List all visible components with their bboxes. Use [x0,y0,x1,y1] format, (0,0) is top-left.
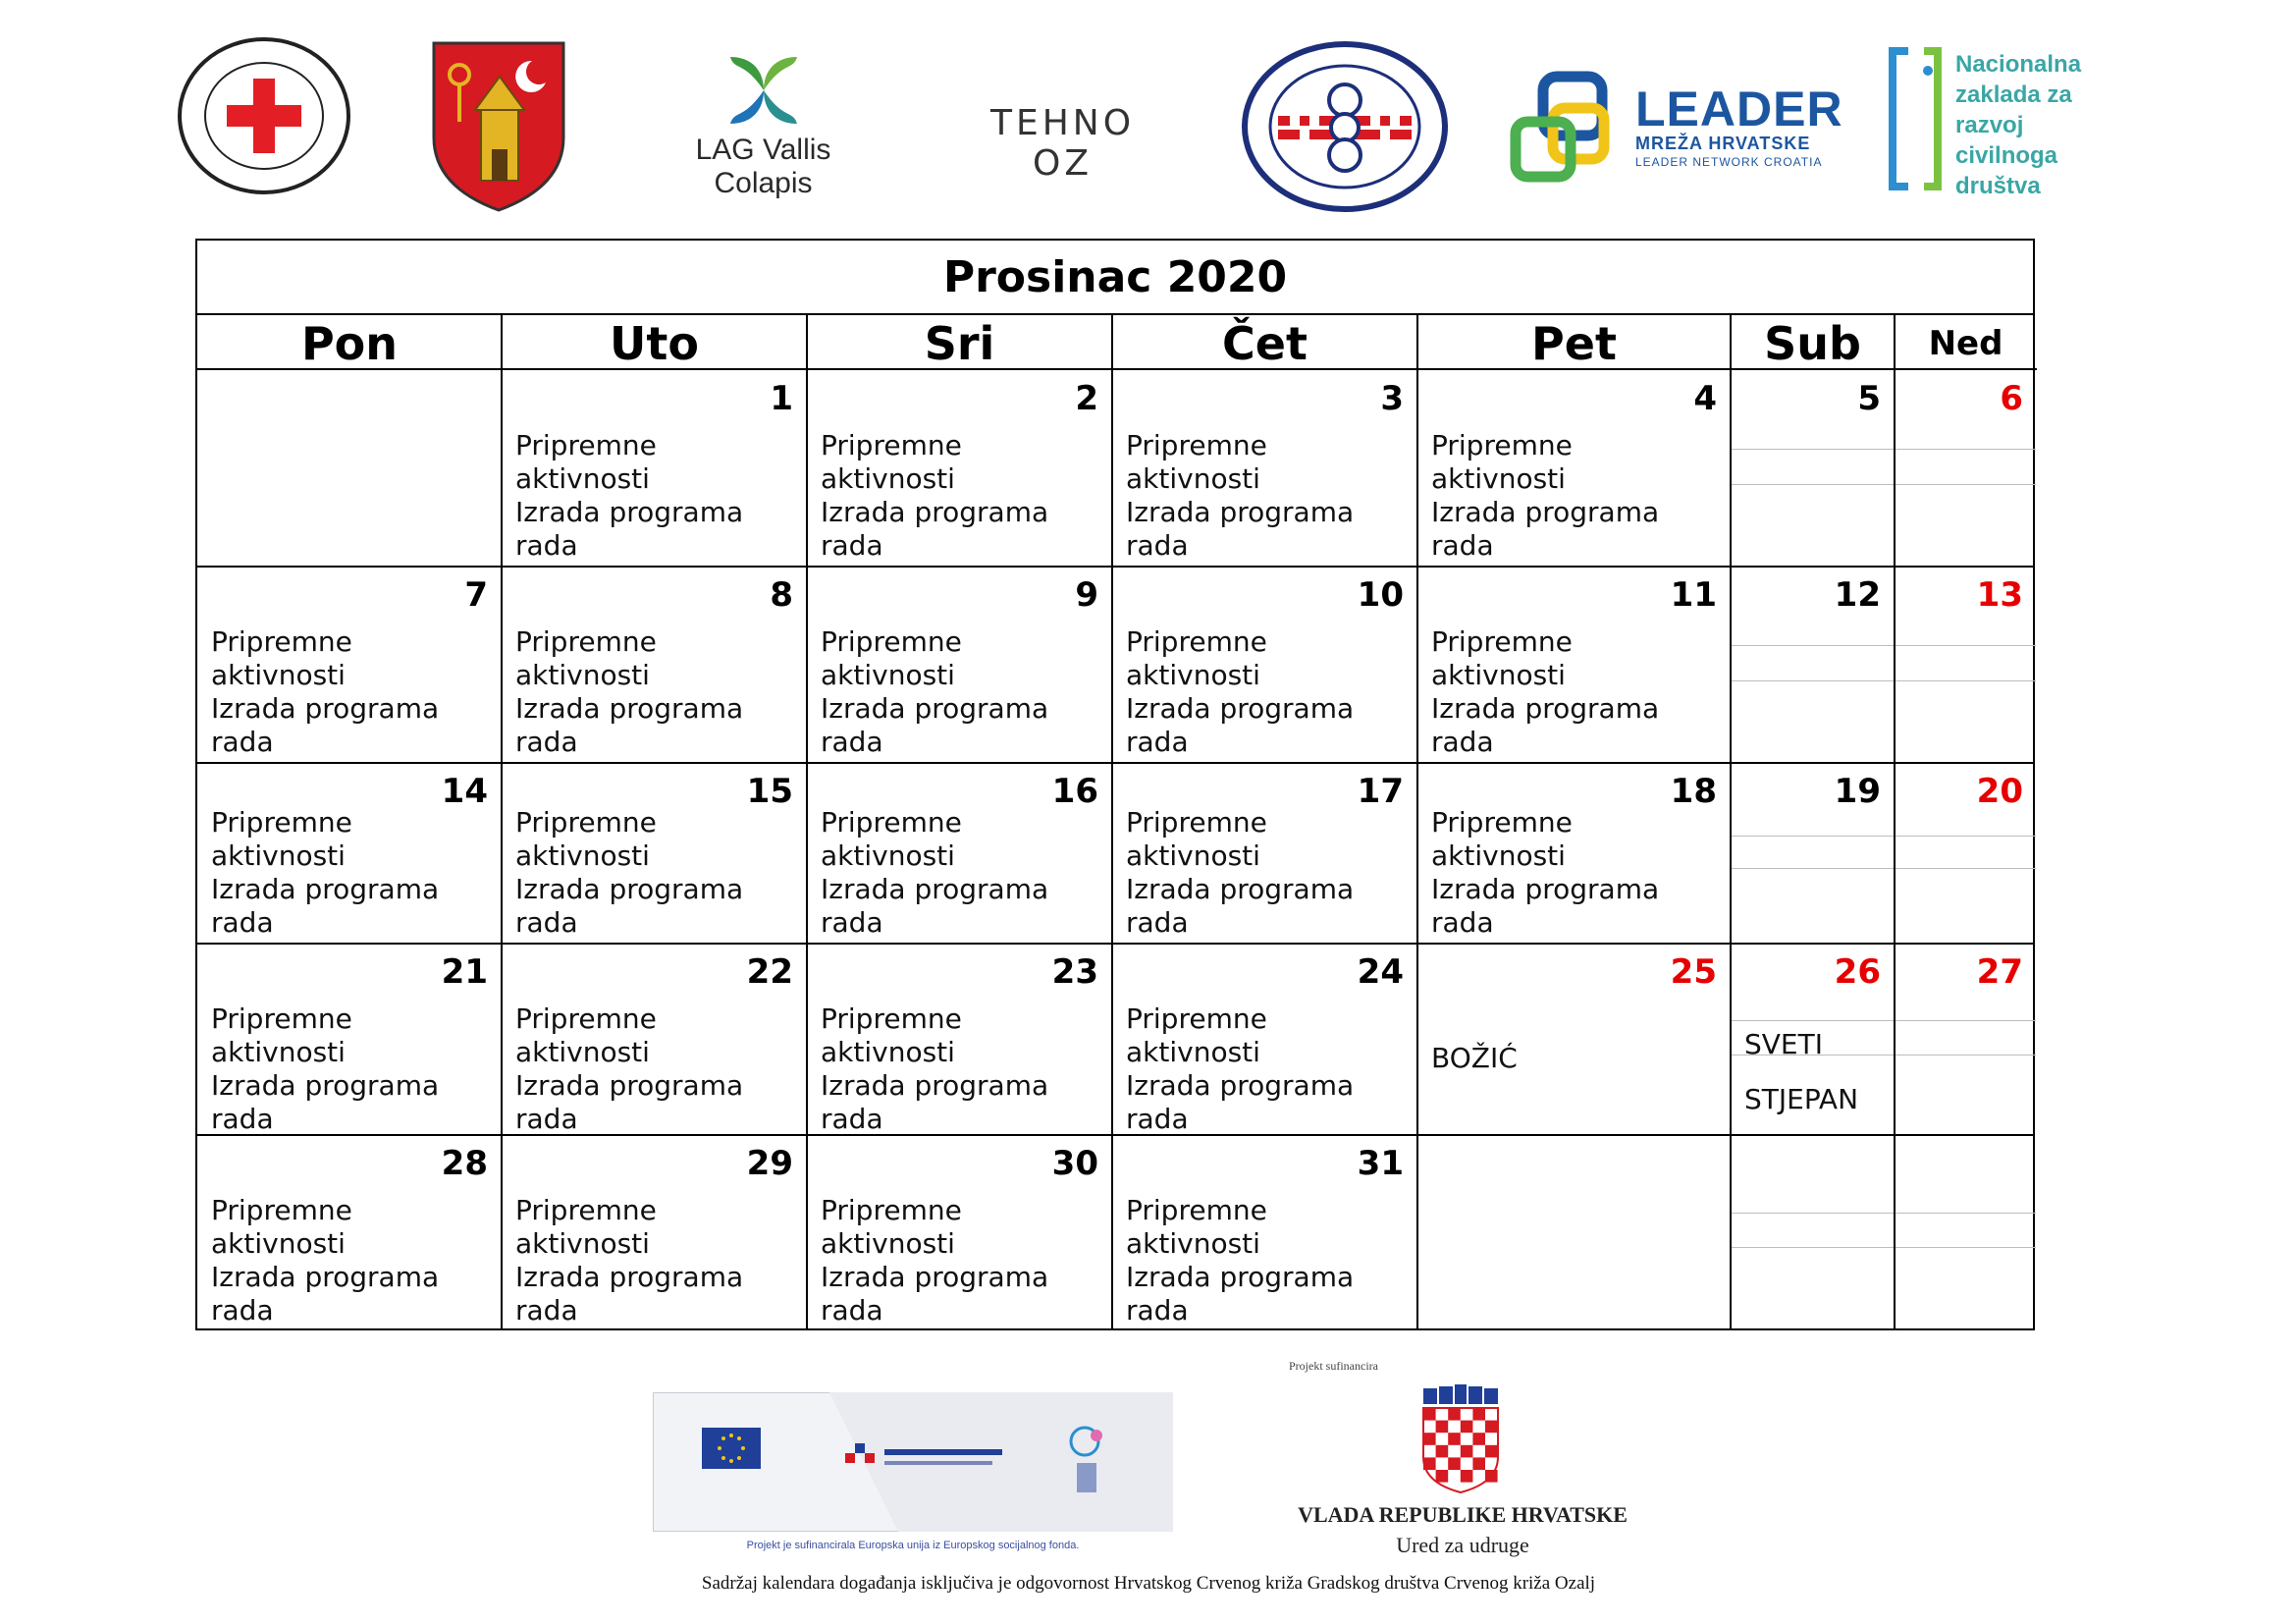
leader-network-logo [1510,71,1843,184]
day-number: 19 [1834,772,1881,811]
day-number: 26 [1834,952,1881,992]
day-number: 20 [1976,772,2023,811]
weekend-row-line [1896,868,2036,869]
week-divider [197,762,2033,764]
day-number: 30 [1051,1144,1098,1183]
weekend-row-line [1896,1247,2036,1248]
week-divider [197,1134,2033,1136]
nzrcd-text: Nacionalna zaklada za razvoj civilnoga društva [1955,51,2082,199]
lag-logo-text: LAG Vallis Colapis [695,134,831,199]
day-number: 24 [1357,952,1404,992]
day-activity: Pripremne aktivnosti Izrada programa rada [211,806,440,939]
day-activity: Pripremne aktivnosti Izrada programa rada [1126,429,1355,562]
week-divider [197,943,2033,945]
weekend-row-line [1896,836,2036,837]
weekday-header: Čet [1112,315,1417,370]
weekday-header: Sri [807,315,1112,370]
day-number: 4 [1693,379,1717,418]
disclaimer-text: Sadržaj kalendara događanja isključiva je odgovornost Hrvatskog Crvenog križa Gradskog društva Crvenog križa Ozalj [701,1573,1596,1594]
day-number: 1 [770,379,793,418]
weekday-header: Uto [502,315,807,370]
day-number: 28 [441,1144,488,1183]
day-activity: Pripremne aktivnosti Izrada programa rada [515,1194,744,1326]
day-activity: Pripremne aktivnosti Izrada programa rada [1126,1002,1355,1135]
day-number: 7 [464,575,488,615]
lag-vallis-colapis-logo [648,51,879,199]
weekend-row-line [1732,1020,1894,1021]
weekend-row-line [1732,645,1894,646]
weekend-row-line [1896,449,2036,450]
weekday-header: Pon [197,315,502,370]
day-activity: Pripremne aktivnosti Izrada programa rada [1431,625,1660,758]
weekend-row-line [1732,1247,1894,1248]
weekend-row-line [1732,484,1894,485]
weekend-row-line [1732,680,1894,681]
leader-squares-icon [1510,71,1618,184]
holiday-label: STJEPAN [1744,1083,1859,1115]
leader-subtitle-en: LEADER NETWORK CROATIA [1635,155,1823,169]
day-activity: Pripremne aktivnosti Izrada programa rada [515,806,744,939]
day-activity: Pripremne aktivnosti Izrada programa rada [1126,806,1355,939]
day-number: 14 [441,772,488,811]
leader-word: LEADER [1635,81,1843,136]
day-number: 23 [1051,952,1098,992]
day-number: 9 [1075,575,1098,615]
croatia-coat-of-arms-icon [1419,1384,1502,1494]
day-number: 15 [746,772,793,811]
day-activity: Pripremne aktivnosti Izrada programa rada [1126,1194,1355,1326]
column-divider [1894,315,1896,1328]
lag-leaf-icon [724,51,803,130]
holiday-label: SVETI [1744,1028,1823,1060]
tehno-oz-logo: TEHNO OZ [989,103,1136,184]
leader-subtitle: MREŽA HRVATSKE [1635,134,1811,153]
weekend-row-line [1896,484,2036,485]
day-activity: Pripremne aktivnosti Izrada programa rada [821,806,1049,939]
day-activity: Pripremne aktivnosti Izrada programa rada [821,1002,1049,1135]
weekend-row-line [1896,645,2036,646]
eu-caption: Projekt je sufinancirala Europska unija iz Europskog socijalnog fonda. [746,1540,1080,1551]
day-number: 12 [1834,575,1881,615]
day-activity: Pripremne aktivnosti Izrada programa rada [515,429,744,562]
weekend-row-line [1732,449,1894,450]
weekday-header: Pet [1417,315,1731,370]
weekend-row-line [1896,1213,2036,1214]
weekend-row-line [1732,1213,1894,1214]
day-number: 5 [1857,379,1881,418]
weekend-row-line [1896,1020,2036,1021]
nacionalna-zaklada-logo [1887,35,2142,208]
day-activity: Pripremne aktivnosti Izrada programa rada [821,1194,1049,1326]
day-activity: Pripremne aktivnosti Izrada programa rada [1431,806,1660,939]
weekend-row-line [1896,1055,2036,1056]
bracket-icon [1887,45,1944,192]
holiday-label: BOŽIĆ [1431,1042,1518,1074]
day-activity: Pripremne aktivnosti Izrada programa rada [515,625,744,758]
day-activity: Pripremne aktivnosti Izrada programa rada [211,625,440,758]
weekday-header: Ned [1895,315,2037,370]
column-divider [1416,315,1418,1328]
day-activity: Pripremne aktivnosti Izrada programa rada [1126,625,1355,758]
day-number: 29 [746,1144,793,1183]
day-number: 18 [1670,772,1717,811]
weekend-row-line [1896,680,2036,681]
column-divider [1730,315,1732,1328]
day-activity: Pripremne aktivnosti Izrada programa rada [821,429,1049,562]
day-number: 21 [441,952,488,992]
day-activity: Pripremne aktivnosti Izrada programa rada [515,1002,744,1135]
day-number: 2 [1075,379,1098,418]
day-number: 16 [1051,772,1098,811]
day-number: 27 [1976,952,2023,992]
red-cross-logo [175,34,353,197]
day-number: 25 [1670,952,1717,992]
eu-funds-banner [653,1392,1173,1532]
day-activity: Pripremne aktivnosti Izrada programa rada [821,625,1049,758]
day-number: 13 [1976,575,2023,615]
day-number: 8 [770,575,793,615]
weekend-row-line [1732,868,1894,869]
day-number: 31 [1357,1144,1404,1183]
day-number: 22 [746,952,793,992]
gov-name: VLADA REPUBLIKE HRVATSKE [1298,1502,1628,1527]
day-number: 11 [1670,575,1717,615]
weekend-row-line [1732,836,1894,837]
gov-cofinance-label: Projekt sufinancira [1289,1359,1378,1373]
day-number: 3 [1380,379,1404,418]
weekday-header: Sub [1731,315,1895,370]
week-divider [197,566,2033,568]
ozalj-coat-of-arms-icon [430,39,567,214]
day-activity: Pripremne aktivnosti Izrada programa rada [211,1002,440,1135]
calendar-table [195,239,2035,1330]
gov-office: Ured za udruge [1396,1533,1529,1557]
day-number: 6 [2000,379,2023,418]
day-activity: Pripremne aktivnosti Izrada programa rada [1431,429,1660,562]
day-number: 10 [1357,575,1404,615]
day-activity: Pripremne aktivnosti Izrada programa rada [211,1194,440,1326]
zora-association-seal-icon [1239,39,1451,214]
day-number: 17 [1357,772,1404,811]
calendar-title: Prosinac 2020 [197,241,2033,315]
